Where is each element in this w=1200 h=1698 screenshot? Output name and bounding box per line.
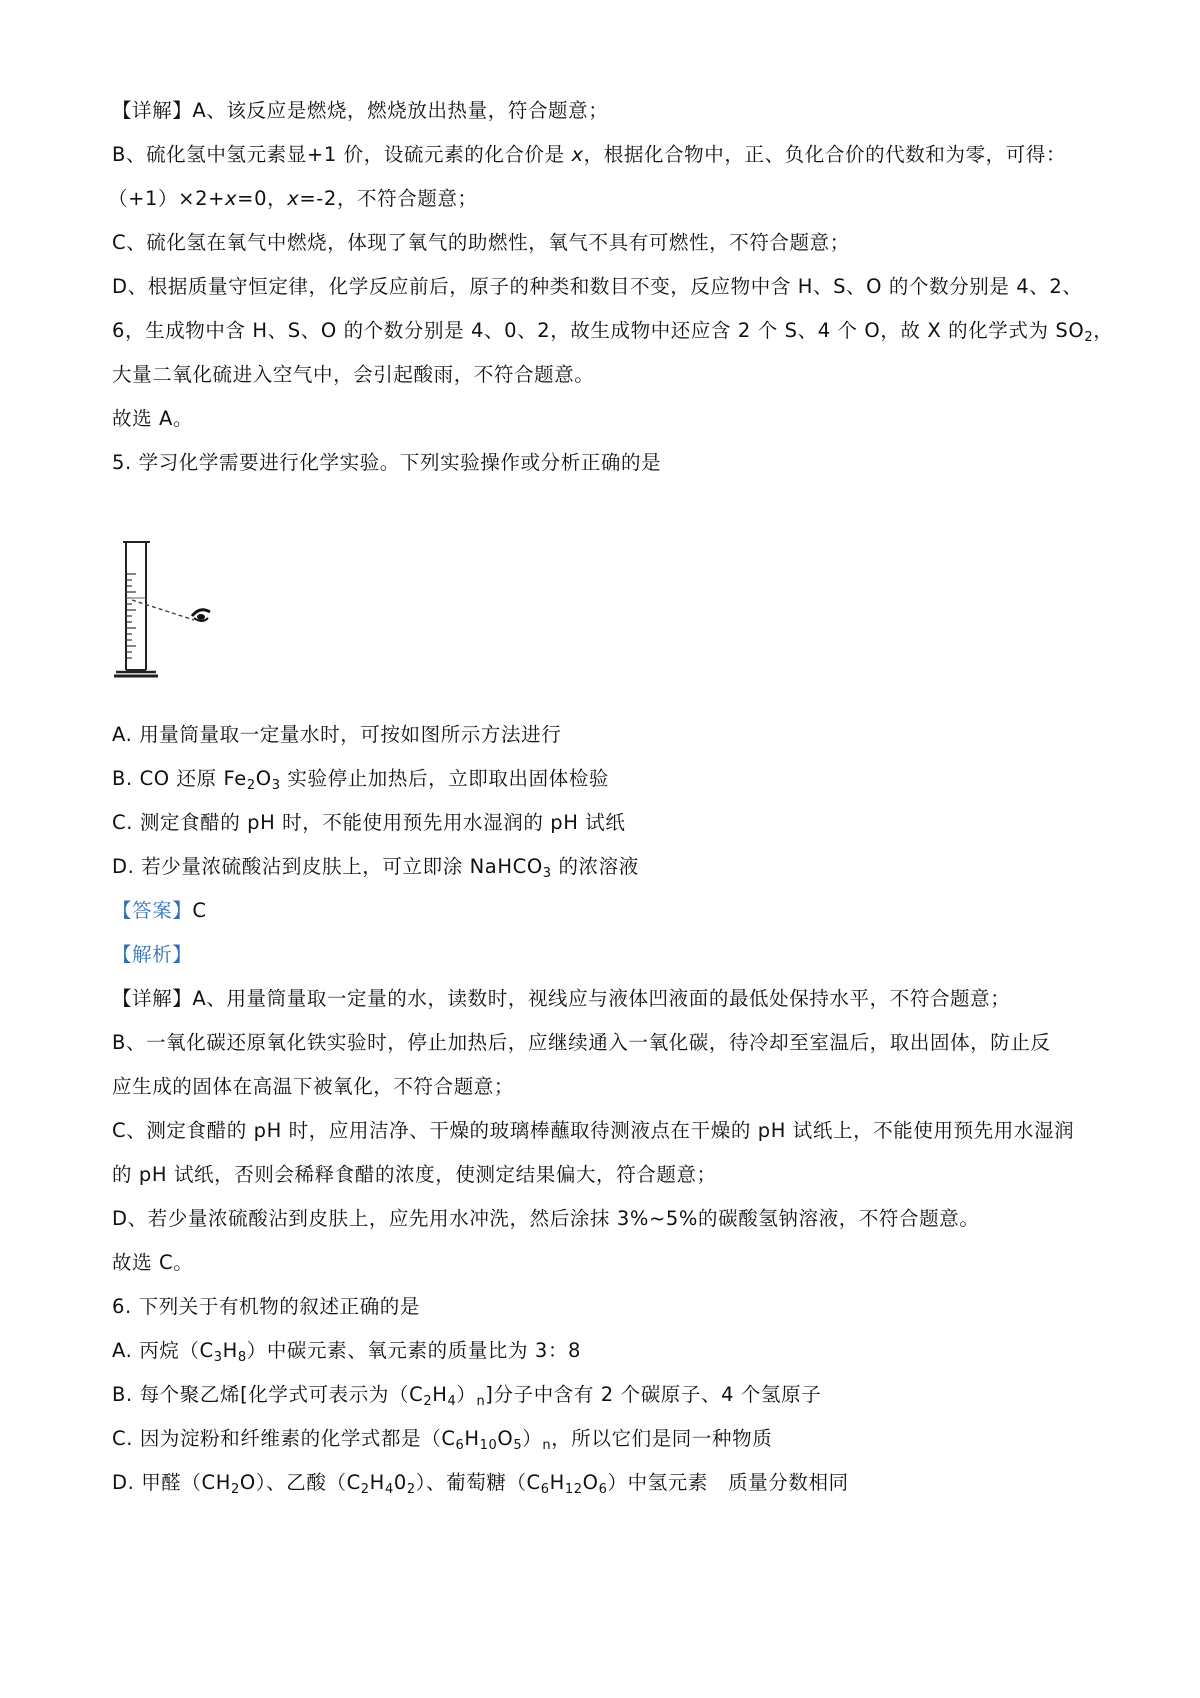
q5-exp-a: 【详解】A、用量筒量取一定量的水，读数时，视线应与液体凹液面的最低处保持水平，不符合题意；: [112, 987, 1011, 1010]
q6-option-a: A. 丙烷$(C_3H_8)$中碳元素、氧元素的质量比为 3：8: [112, 1339, 582, 1365]
q4-detail-line-d1: D、根据质量守恒定律，化学反应前后，原子的种类和数目不变，反应物中含 H、S、O 的个数分别是 4、2、: [112, 275, 1083, 298]
q5-stem: 5. 学习化学需要进行化学实验。下列实验操作或分析正确的是: [112, 451, 662, 474]
q5-option-b: B. CO 还原 $Fe_2O_3$ 实验停止加热后，立即取出固体检验: [112, 767, 609, 793]
variable-x: x: [571, 143, 584, 166]
q5-option-a: A. 用量筒量取一定量水时，可按如图所示方法进行: [112, 723, 562, 746]
q4-detail-line-b2: （+1）×2+x=0，x=-2，不符合题意；: [108, 187, 478, 210]
q5-exp-d: D、若少量浓硫酸沾到皮肤上，应先用水冲洗，然后涂抹 3%~5%的碳酸氢钠溶液，不符合题意。: [112, 1207, 980, 1230]
answer-value: C: [192, 899, 207, 922]
q4-detail-line-a: 【详解】A、该反应是燃烧，燃烧放出热量，符合题意；: [112, 99, 609, 122]
q4-detail-line-b1: B、硫化氢中氢元素显+1 价，设硫元素的化合价是 x，根据化合物中，正、负化合价的代数和为零，可得：: [112, 143, 1067, 166]
q5-analysis-tag: 【解析】: [112, 943, 193, 966]
q5-exp-c2: 的 pH 试纸，否则会稀释食醋的浓度，使测定结果偏大，符合题意；: [112, 1163, 717, 1186]
q4-choose: 故选 A。: [112, 407, 194, 430]
q5-exp-b1: B、一氧化碳还原氧化铁实验时，停止加热后，应继续通入一氧化碳，待冷却至室温后，取出固体，防止反: [112, 1031, 1051, 1054]
q6-option-b: B. 每个聚乙烯[化学式可表示为$(C_2H_4)_n$]分子中含有 2 个碳原子、4 个氢原子: [112, 1383, 822, 1409]
q6-option-c: C. 因为淀粉和纤维素的化学式都是$(C_6H_{10}O_5)_n$，所以它们是同一种物质: [112, 1427, 773, 1453]
eye-icon: [192, 610, 210, 621]
detail-tag: 【详解】: [112, 987, 193, 1010]
q5-exp-b2: 应生成的固体在高温下被氧化，不符合题意；: [112, 1075, 515, 1098]
graduated-cylinder-figure: [106, 538, 236, 688]
detail-tag: 【详解】: [112, 99, 193, 122]
q4-detail-line-c: C、硫化氢在氧气中燃烧，体现了氧气的助燃性，氧气不具有可燃性，不符合题意；: [112, 231, 850, 254]
q5-option-d: D. 若少量浓硫酸沾到皮肤上，可立即涂 NaHCO$_3$ 的浓溶液: [112, 855, 639, 881]
answer-tag: 【答案】: [112, 899, 193, 922]
q5-answer: [112, 898, 207, 924]
q6-option-d: D. 甲醛$(CH_2O)$、乙酸$(C_2H_40_2)$、葡萄糖$(C_6H_{12}O_6)$中氢元素 质量分数相同: [112, 1471, 849, 1497]
q5-choose: 故选 C。: [112, 1251, 194, 1274]
q4-detail-line-d2: 6，生成物中含 H、S、O 的个数分别是 4、0、2，故生成物中还应含 2 个 S、4 个 O，故 X 的化学式为 $SO_2$，: [112, 319, 1114, 345]
q6-stem: 6. 下列关于有机物的叙述正确的是: [112, 1295, 421, 1318]
q5-option-c: C. 测定食醋的 pH 时，不能使用预先用水湿润的 pH 试纸: [112, 811, 626, 834]
q4-detail-line-d3: 大量二氧化硫进入空气中，会引起酸雨，不符合题意。: [112, 363, 595, 386]
q5-exp-c1: C、测定食醋的 pH 时，应用洁净、干燥的玻璃棒蘸取待测液点在干燥的 pH 试纸上，不能使用预先用水湿润: [112, 1119, 1075, 1142]
